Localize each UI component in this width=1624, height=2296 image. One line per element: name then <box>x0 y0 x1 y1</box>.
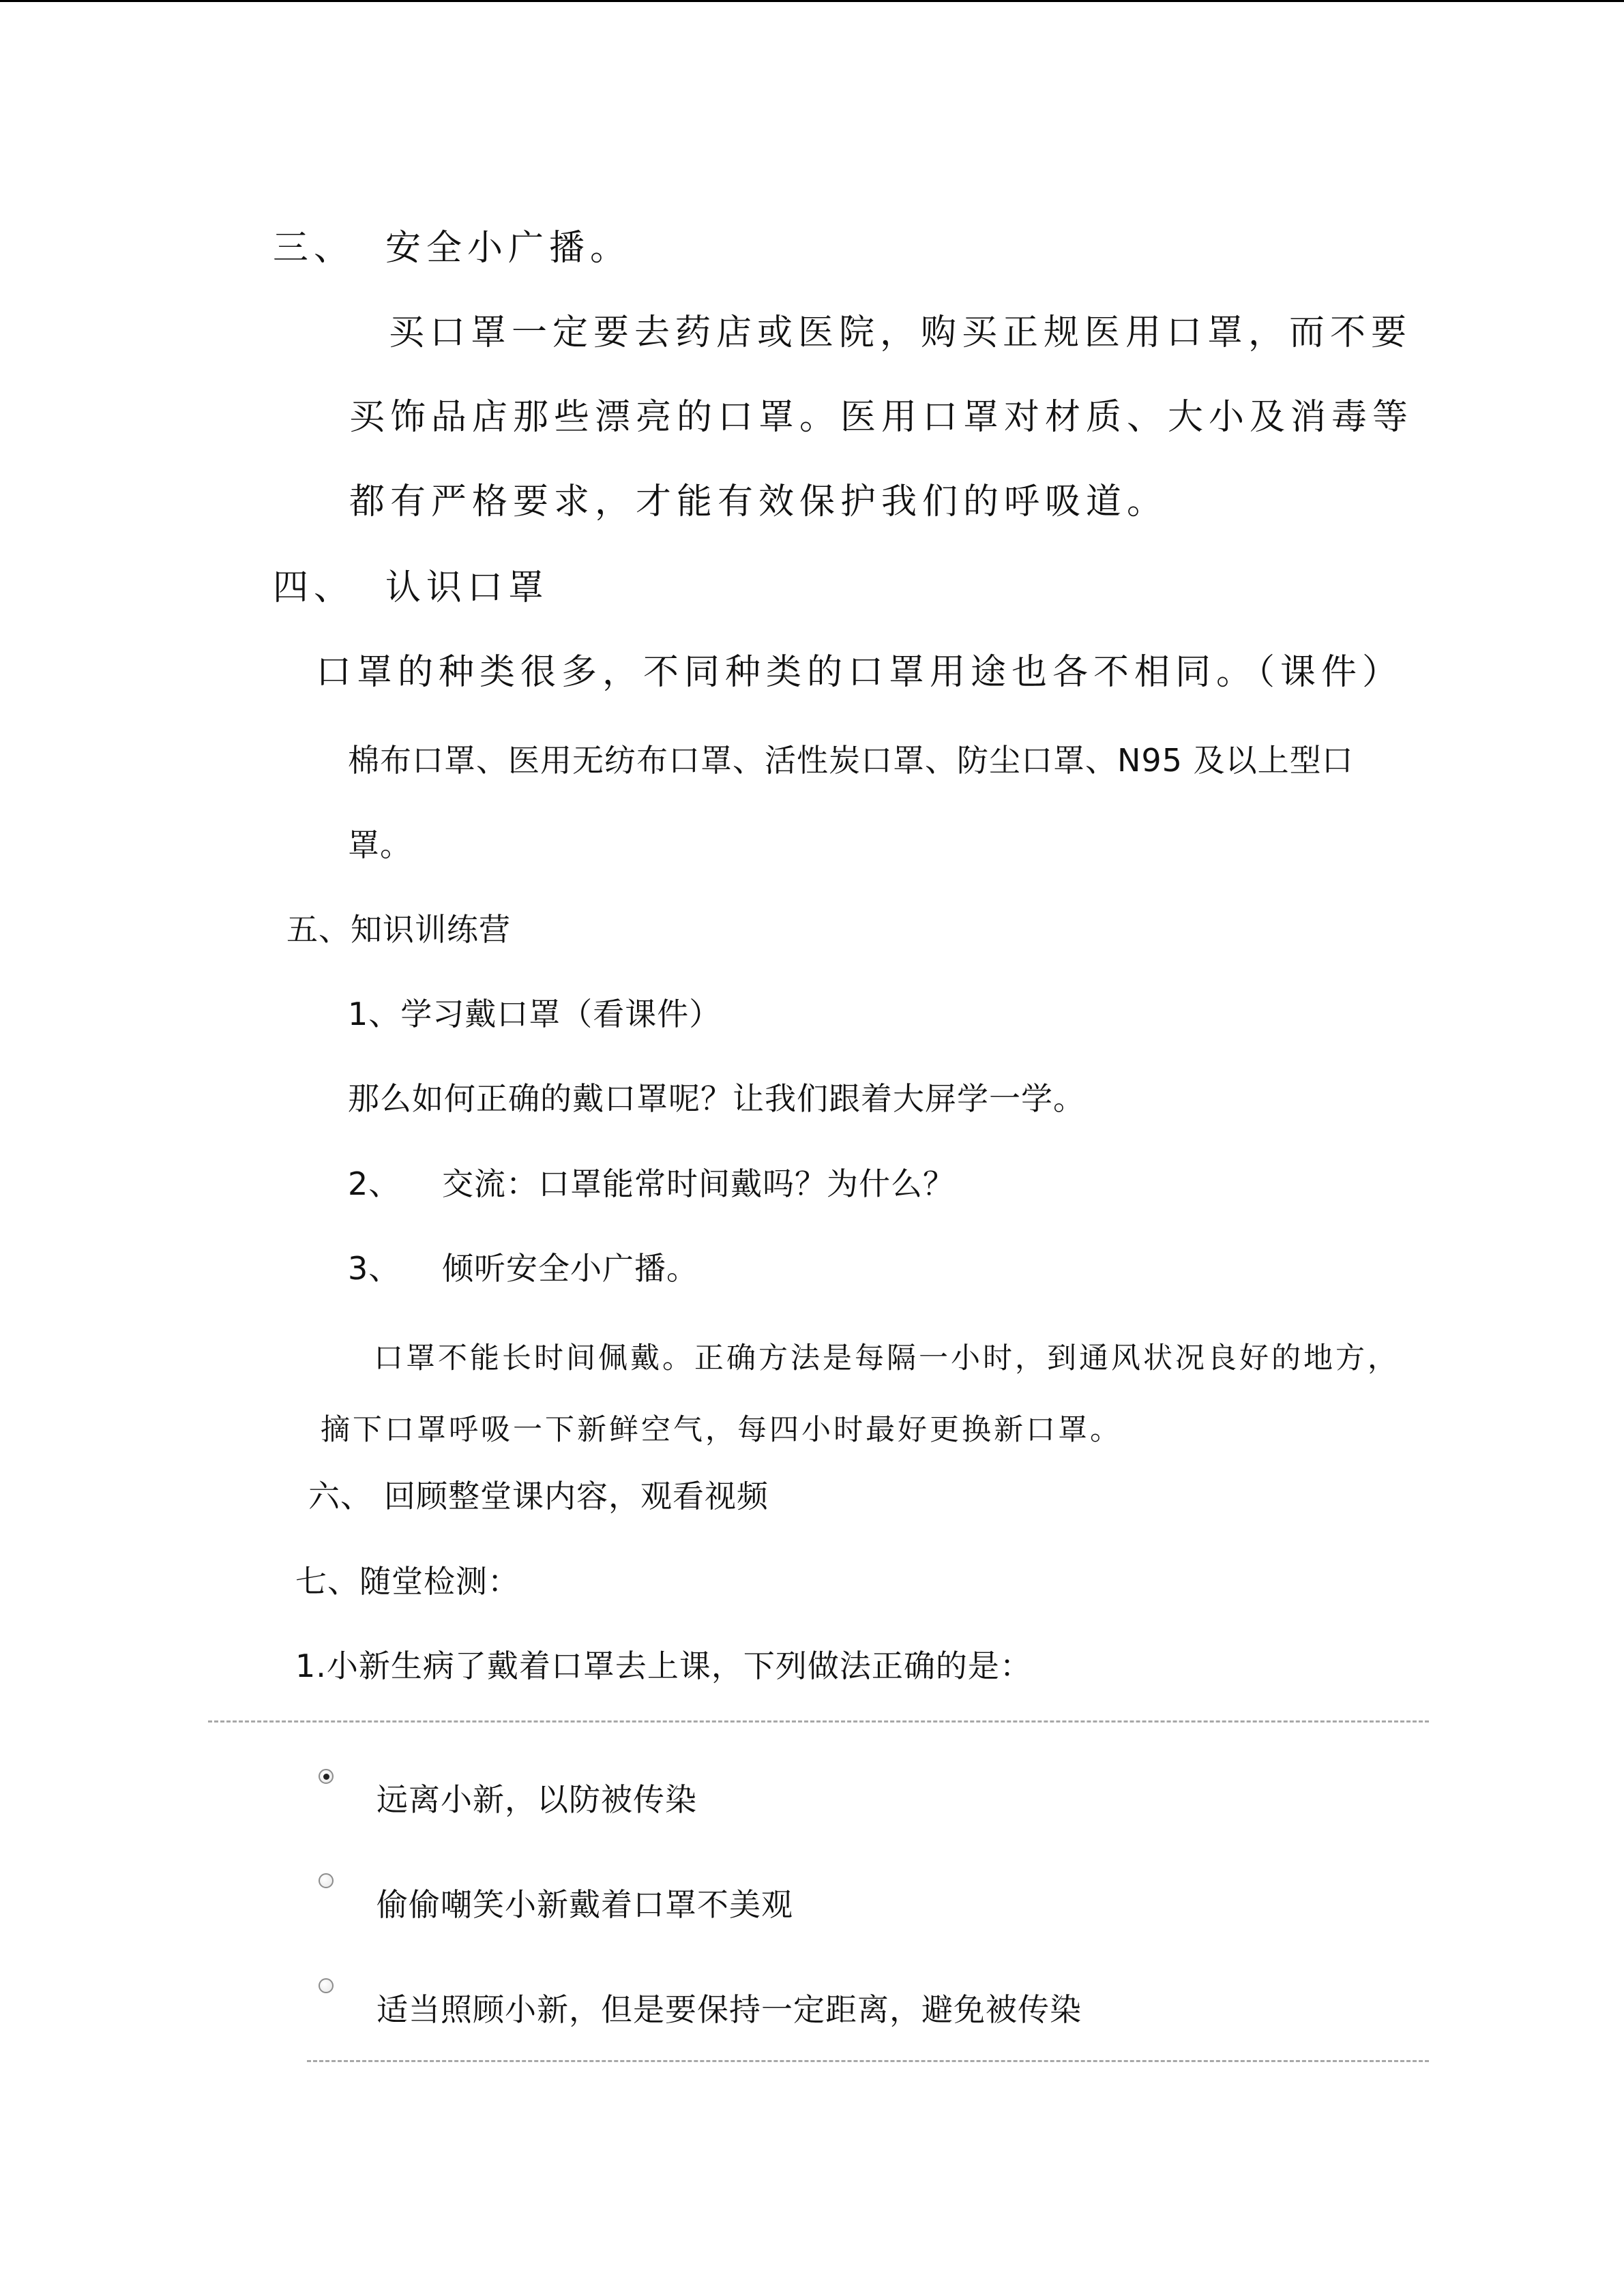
section3-heading: 安全小广播。 <box>385 228 632 269</box>
quiz-bottom-divider <box>307 2060 1429 2062</box>
section5-item2-number: 2、 <box>348 1165 401 1202</box>
section5-item2-text: 交流：口罩能常时间戴吗？为什么？ <box>442 1165 955 1202</box>
section5-item3-text: 倾听安全小广播。 <box>442 1250 698 1287</box>
section3-paragraph-line: 买饰品店那些漂亮的口罩。医用口罩对材质、大小及消毒等 <box>349 397 1414 438</box>
section7-heading: 七、随堂检测： <box>295 1563 520 1600</box>
section3-paragraph-line: 买口罩一定要去药店或医院，购买正规医用口罩，而不要 <box>389 312 1413 353</box>
quiz-option-label-2[interactable]: 偷偷嘲笑小新戴着口罩不美观 <box>377 1886 793 1923</box>
section4-number: 四、 <box>273 567 355 608</box>
quiz-option-radio-2[interactable] <box>319 1873 334 1888</box>
section6-number: 六、 <box>308 1478 372 1515</box>
section5-item1: 1、学习戴口罩（看课件） <box>348 996 722 1032</box>
quiz-top-divider <box>208 1720 1429 1723</box>
quiz-option-label-3[interactable]: 适当照顾小新，但是要保持一定距离，避免被传染 <box>377 1991 1082 2028</box>
section6-heading: 回顾整堂课内容，观看视频 <box>384 1478 769 1515</box>
quiz-question: 1.小新生病了戴着口罩去上课，下列做法正确的是： <box>295 1648 1032 1684</box>
mask-types-line-end: 罩。 <box>348 826 412 863</box>
mask-types-line: 棉布口罩、医用无纺布口罩、活性炭口罩、防尘口罩、N95 及以上型口 <box>348 742 1354 779</box>
section3-number: 三、 <box>273 228 355 269</box>
section5-item3-number: 3、 <box>348 1250 401 1287</box>
section4-intro: 口罩的种类很多，不同种类的口罩用途也各不相同。（课件） <box>316 652 1404 693</box>
section5-heading: 五、知识训练营 <box>286 911 511 948</box>
section3-paragraph-line: 都有严格要求，才能有效保护我们的呼吸道。 <box>349 481 1168 522</box>
section5-paragraph-line: 摘下口罩呼吸一下新鲜空气，每四小时最好更换新口罩。 <box>321 1413 1122 1447</box>
quiz-option-radio-3[interactable] <box>319 1978 334 1993</box>
section4-heading: 认识口罩 <box>385 567 550 608</box>
quiz-option-label-1[interactable]: 远离小新，以防被传染 <box>377 1781 697 1818</box>
section5-paragraph-line: 口罩不能长时间佩戴。正确方法是每隔一小时，到通风状况良好的地方， <box>374 1341 1400 1375</box>
section5-item1-text: 那么如何正确的戴口罩呢？让我们跟着大屏学一学。 <box>348 1080 1085 1117</box>
quiz-option-radio-1[interactable] <box>319 1769 334 1784</box>
